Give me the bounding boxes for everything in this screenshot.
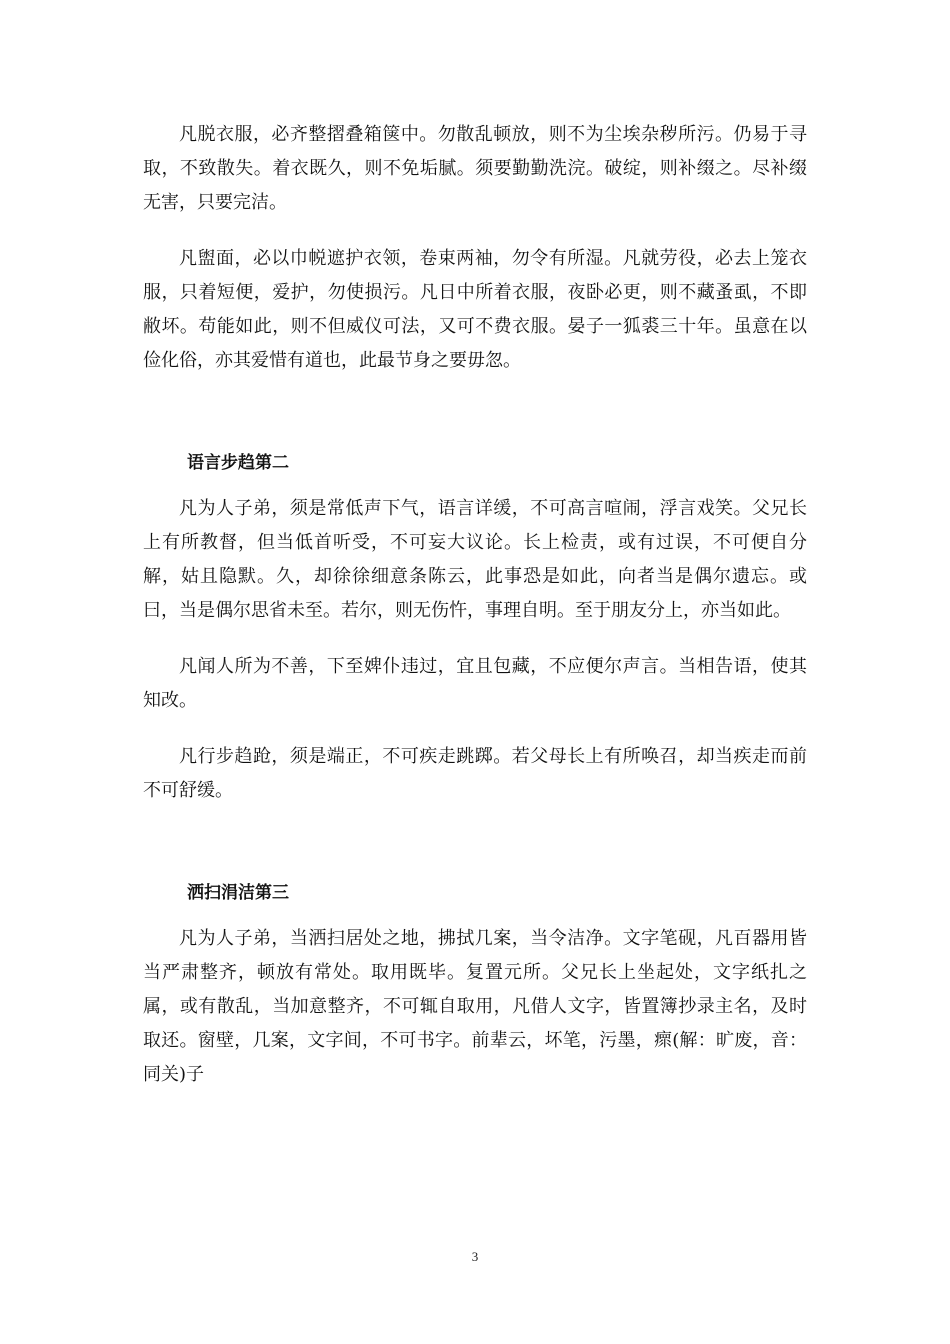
text-column <box>143 118 807 1092</box>
paragraph-speech-manner: 凡为人子弟，须是常低声下气，语言详缓，不可高言喧闹，浮言戏笑。父兄长上有所教督，但当低首听受，不可妄大议论。长上检责，或有过误，不可便自分解，姑且隐默。久，却徐徐细意条陈云，此事恐是如此，向者当是偶尔遗忘。或曰，当是偶尔思省未至。若尔，则无伤忤，事理自明。至于朋友分上，亦当如此。 <box>143 498 807 621</box>
paragraph-walking: 凡行步趋跄，须是端正，不可疾走跳踯。若父母长上有所唤召，却当疾走而前不可舒缓。 <box>143 746 807 801</box>
section-heading-speech: 语言步趋第二 <box>187 453 289 473</box>
paragraph-cleaning: 凡为人子弟，当洒扫居处之地，拂拭几案，当令洁净。文字笔砚，凡百器用皆当严肃整齐，顿放有常处。取用既毕。复置元所。父兄长上坐起处，文字纸扎之属，或有散乱，当加意整齐，不可辄自取用，凡借人文字，皆置簿抄录主名，及时取还。窗壁，几案，文字间，不可书字。前辈云，坏笔，污墨，瘝(解：旷废，音：同关)子 <box>143 928 807 1085</box>
page-number: 3 <box>471 1249 479 1264</box>
section-heading-cleaning: 洒扫涓洁第三 <box>187 883 289 903</box>
paragraph-hearing-bad-deeds: 凡闻人所为不善，下至婢仆违过，宜且包藏，不应便尔声言。当相告语，使其知改。 <box>143 656 807 711</box>
paragraph-washing-face: 凡盥面，必以巾帨遮护衣领，卷束两袖，勿令有所湿。凡就劳役，必去上笼衣服，只着短便，爱护，勿使损污。凡日中所着衣服，夜卧必更，则不藏蚤虱，不即敝坏。苟能如此，则不但威仪可法，又可不费衣服。晏子一狐裘三十年。虽意在以俭化俗，亦其爱惜有道也，此最节身之要毋忽。 <box>143 248 807 371</box>
paragraph-clothing-folding: 凡脱衣服，必齐整摺叠箱箧中。勿散乱顿放，则不为尘埃杂秽所污。仍易于寻取，不致散失。着衣既久，则不免垢腻。须要勤勤洗浣。破绽，则补缀之。尽补缀无害，只要完洁。 <box>143 124 807 213</box>
